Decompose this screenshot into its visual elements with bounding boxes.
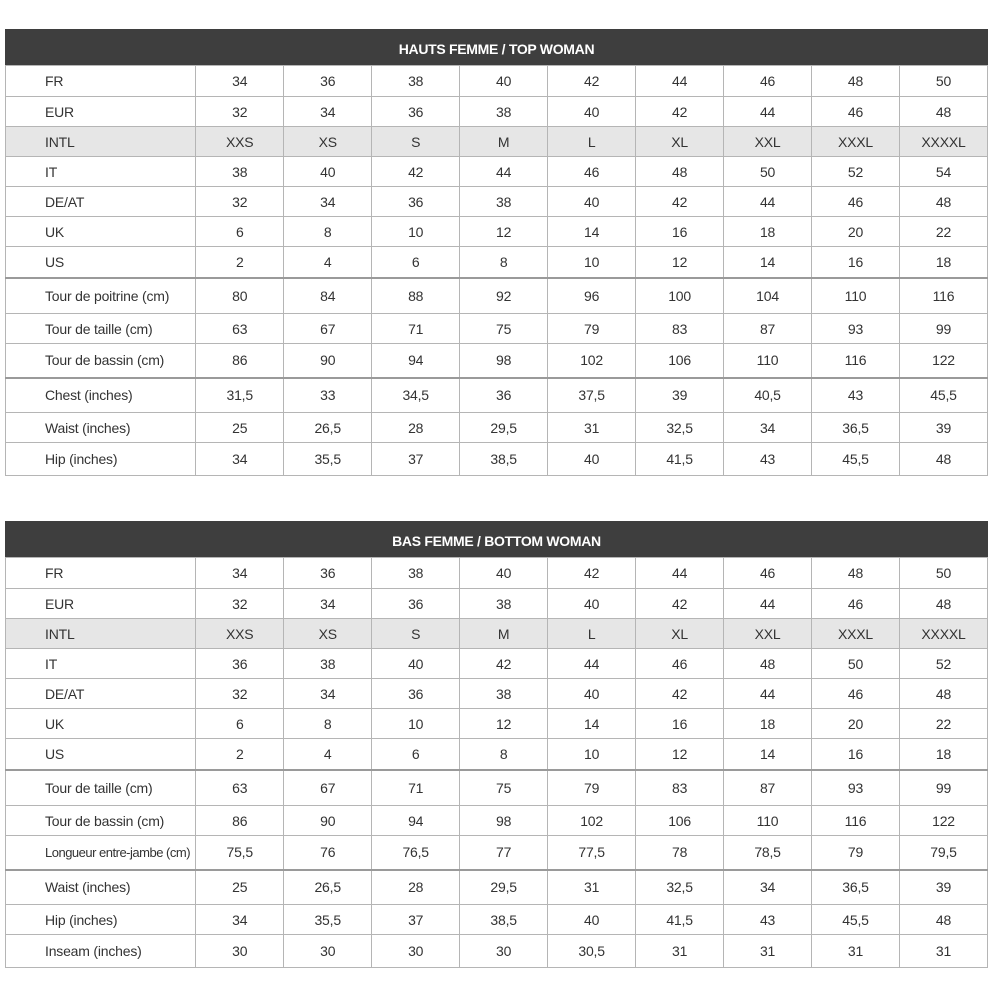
size-cell: 34: [196, 443, 284, 476]
row-label: IT: [6, 649, 196, 679]
size-cell: 83: [636, 770, 724, 806]
size-cell: 6: [196, 217, 284, 247]
size-cell: 48: [812, 558, 900, 589]
size-cell: 99: [900, 314, 988, 344]
size-cell: 79: [548, 770, 636, 806]
size-cell: 31: [900, 935, 988, 968]
size-cell: 76,5: [372, 836, 460, 870]
size-cell: 44: [724, 589, 812, 619]
size-cell: 42: [636, 679, 724, 709]
size-cell: 98: [460, 806, 548, 836]
size-cell: 34: [284, 97, 372, 127]
size-cell: 38: [372, 66, 460, 97]
size-cell: 48: [900, 443, 988, 476]
size-cell: 75,5: [196, 836, 284, 870]
size-cell: 50: [900, 66, 988, 97]
row-label: Tour de bassin (cm): [6, 344, 196, 378]
size-cell: 46: [636, 649, 724, 679]
size-cell: 48: [724, 649, 812, 679]
row-label: UK: [6, 217, 196, 247]
size-row: [6, 97, 988, 127]
size-cell: XXXXL: [900, 619, 988, 649]
row-label: Tour de taille (cm): [6, 770, 196, 806]
size-cell: XXXL: [812, 619, 900, 649]
size-cell: XL: [636, 619, 724, 649]
row-label: EUR: [6, 97, 196, 127]
size-cell: 40: [284, 157, 372, 187]
row-label: EUR: [6, 589, 196, 619]
size-cell: 79: [548, 314, 636, 344]
size-cell: 43: [724, 905, 812, 935]
size-cell: 40: [548, 589, 636, 619]
size-cell: 14: [548, 709, 636, 739]
row-label: IT: [6, 157, 196, 187]
size-cell: 16: [636, 217, 724, 247]
size-cell: 30: [196, 935, 284, 968]
size-cell: 39: [636, 378, 724, 413]
size-cell: 37: [372, 443, 460, 476]
row-label: UK: [6, 709, 196, 739]
size-cell: 34,5: [372, 378, 460, 413]
size-cell: 36,5: [812, 413, 900, 443]
size-cell: 18: [724, 709, 812, 739]
row-label: Inseam (inches): [6, 935, 196, 968]
size-cell: 44: [460, 157, 548, 187]
size-cell: 22: [900, 217, 988, 247]
row-label: Hip (inches): [6, 443, 196, 476]
size-cell: 22: [900, 709, 988, 739]
size-cell: 42: [636, 187, 724, 217]
size-cell: 44: [724, 679, 812, 709]
size-row: [6, 679, 988, 709]
size-row: [6, 836, 988, 870]
size-cell: 10: [548, 739, 636, 770]
size-cell: L: [548, 619, 636, 649]
size-cell: 35,5: [284, 905, 372, 935]
size-cell: 42: [636, 97, 724, 127]
table-title: BAS FEMME / BOTTOM WOMAN: [5, 521, 988, 557]
table-body: [6, 66, 988, 476]
row-label: DE/AT: [6, 679, 196, 709]
size-cell: 37,5: [548, 378, 636, 413]
size-cell: 67: [284, 770, 372, 806]
size-cell: 122: [900, 344, 988, 378]
size-cell: 16: [812, 247, 900, 278]
size-cell: 34: [196, 66, 284, 97]
size-cell: 31: [812, 935, 900, 968]
size-cell: XS: [284, 619, 372, 649]
size-cell: 78,5: [724, 836, 812, 870]
size-cell: 12: [460, 217, 548, 247]
size-cell: 34: [724, 870, 812, 905]
size-cell: 29,5: [460, 413, 548, 443]
size-cell: 40: [548, 443, 636, 476]
size-cell: 42: [548, 66, 636, 97]
size-cell: 77,5: [548, 836, 636, 870]
row-label: Waist (inches): [6, 413, 196, 443]
size-cell: 46: [812, 589, 900, 619]
size-cell: 36: [372, 187, 460, 217]
size-cell: XXS: [196, 619, 284, 649]
size-cell: 10: [372, 217, 460, 247]
size-cell: XL: [636, 127, 724, 157]
size-cell: 46: [724, 66, 812, 97]
size-cell: 93: [812, 770, 900, 806]
size-cell: 52: [812, 157, 900, 187]
bottom-woman-size-table: [5, 521, 988, 968]
size-row: [6, 558, 988, 589]
size-cell: XXS: [196, 127, 284, 157]
size-cell: 45,5: [900, 378, 988, 413]
size-cell: 44: [548, 649, 636, 679]
size-cell: 6: [372, 739, 460, 770]
size-cell: 46: [812, 97, 900, 127]
size-cell: 40: [548, 905, 636, 935]
size-cell: 106: [636, 806, 724, 836]
size-cell: 31: [548, 413, 636, 443]
size-cell: XXL: [724, 619, 812, 649]
size-cell: 67: [284, 314, 372, 344]
size-cell: 38: [460, 589, 548, 619]
size-cell: 40: [460, 558, 548, 589]
size-cell: 50: [724, 157, 812, 187]
size-row: [6, 935, 988, 968]
row-label: FR: [6, 558, 196, 589]
row-label: FR: [6, 66, 196, 97]
size-cell: 75: [460, 770, 548, 806]
size-cell: 40: [548, 679, 636, 709]
size-cell: 14: [724, 247, 812, 278]
size-cell: 40: [548, 187, 636, 217]
size-cell: 79: [812, 836, 900, 870]
size-row: [6, 443, 988, 476]
size-cell: 6: [196, 709, 284, 739]
size-cell: 39: [900, 413, 988, 443]
row-label: DE/AT: [6, 187, 196, 217]
size-cell: 44: [724, 187, 812, 217]
row-label: Hip (inches): [6, 905, 196, 935]
size-cell: 94: [372, 344, 460, 378]
size-cell: 36: [372, 97, 460, 127]
row-label: Waist (inches): [6, 870, 196, 905]
size-cell: 40: [460, 66, 548, 97]
size-cell: 39: [900, 870, 988, 905]
row-label: Tour de poitrine (cm): [6, 278, 196, 314]
size-cell: 43: [724, 443, 812, 476]
size-cell: XS: [284, 127, 372, 157]
size-cell: 87: [724, 314, 812, 344]
size-cell: 42: [460, 649, 548, 679]
size-cell: 28: [372, 870, 460, 905]
size-cell: 46: [724, 558, 812, 589]
size-cell: 20: [812, 217, 900, 247]
size-row: [6, 378, 988, 413]
size-cell: 83: [636, 314, 724, 344]
size-cell: 90: [284, 344, 372, 378]
size-cell: 86: [196, 344, 284, 378]
size-cell: 32: [196, 187, 284, 217]
size-cell: 40: [548, 97, 636, 127]
size-row: [6, 344, 988, 378]
size-cell: 104: [724, 278, 812, 314]
size-cell: 38: [460, 679, 548, 709]
size-cell: 32,5: [636, 870, 724, 905]
size-row: [6, 649, 988, 679]
size-cell: 92: [460, 278, 548, 314]
size-cell: 2: [196, 247, 284, 278]
size-cell: 36: [372, 589, 460, 619]
size-cell: 34: [196, 905, 284, 935]
size-cell: 45,5: [812, 905, 900, 935]
size-cell: M: [460, 619, 548, 649]
size-row: [6, 278, 988, 314]
size-cell: S: [372, 619, 460, 649]
size-cell: 48: [900, 589, 988, 619]
size-cell: 34: [724, 413, 812, 443]
size-cell: 48: [900, 679, 988, 709]
size-cell: 40,5: [724, 378, 812, 413]
size-row: [6, 619, 988, 649]
size-cell: 46: [812, 679, 900, 709]
size-cell: 38: [196, 157, 284, 187]
size-cell: 77: [460, 836, 548, 870]
size-cell: 71: [372, 314, 460, 344]
size-cell: 48: [812, 66, 900, 97]
size-cell: 63: [196, 314, 284, 344]
size-cell: 63: [196, 770, 284, 806]
size-cell: 31: [548, 870, 636, 905]
size-cell: 26,5: [284, 413, 372, 443]
size-cell: 44: [636, 558, 724, 589]
table-body: [6, 558, 988, 968]
size-cell: 41,5: [636, 443, 724, 476]
size-cell: M: [460, 127, 548, 157]
size-cell: 34: [284, 187, 372, 217]
size-row: [6, 709, 988, 739]
size-row: [6, 247, 988, 278]
size-cell: 36,5: [812, 870, 900, 905]
size-cell: XXL: [724, 127, 812, 157]
size-cell: 29,5: [460, 870, 548, 905]
size-cell: 122: [900, 806, 988, 836]
size-cell: 78: [636, 836, 724, 870]
size-cell: 37: [372, 905, 460, 935]
size-row: [6, 157, 988, 187]
size-cell: 14: [724, 739, 812, 770]
size-cell: 12: [636, 739, 724, 770]
size-cell: 75: [460, 314, 548, 344]
size-cell: 88: [372, 278, 460, 314]
size-cell: 25: [196, 413, 284, 443]
size-cell: 18: [724, 217, 812, 247]
size-cell: 34: [284, 589, 372, 619]
row-label: Tour de taille (cm): [6, 314, 196, 344]
size-cell: 31: [724, 935, 812, 968]
size-cell: 84: [284, 278, 372, 314]
size-cell: XXXL: [812, 127, 900, 157]
size-cell: 86: [196, 806, 284, 836]
size-cell: 12: [460, 709, 548, 739]
size-cell: 50: [900, 558, 988, 589]
size-cell: 8: [284, 709, 372, 739]
size-cell: 38,5: [460, 443, 548, 476]
size-row: [6, 127, 988, 157]
size-cell: 26,5: [284, 870, 372, 905]
size-cell: 2: [196, 739, 284, 770]
size-cell: 14: [548, 217, 636, 247]
size-cell: 106: [636, 344, 724, 378]
size-cell: 6: [372, 247, 460, 278]
size-cell: 38: [284, 649, 372, 679]
size-cell: 110: [812, 278, 900, 314]
size-cell: 96: [548, 278, 636, 314]
size-cell: 87: [724, 770, 812, 806]
row-label: US: [6, 247, 196, 278]
size-cell: 45,5: [812, 443, 900, 476]
row-label: US: [6, 739, 196, 770]
size-row: [6, 217, 988, 247]
size-cell: 38: [460, 187, 548, 217]
size-cell: 42: [548, 558, 636, 589]
size-cell: 110: [724, 344, 812, 378]
size-cell: 43: [812, 378, 900, 413]
size-cell: 42: [636, 589, 724, 619]
size-cell: 116: [900, 278, 988, 314]
size-cell: 99: [900, 770, 988, 806]
size-cell: 44: [724, 97, 812, 127]
size-cell: 10: [372, 709, 460, 739]
size-row: [6, 413, 988, 443]
size-cell: 100: [636, 278, 724, 314]
size-cell: 8: [284, 217, 372, 247]
size-cell: 44: [636, 66, 724, 97]
size-cell: 30: [284, 935, 372, 968]
size-cell: 71: [372, 770, 460, 806]
size-cell: 30: [460, 935, 548, 968]
row-label: INTL: [6, 127, 196, 157]
size-cell: 4: [284, 247, 372, 278]
size-cell: 16: [636, 709, 724, 739]
size-row: [6, 187, 988, 217]
table-title: HAUTS FEMME / TOP WOMAN: [5, 29, 988, 65]
size-cell: 36: [284, 66, 372, 97]
size-row: [6, 589, 988, 619]
size-cell: 36: [196, 649, 284, 679]
size-cell: 102: [548, 806, 636, 836]
size-cell: 48: [900, 187, 988, 217]
size-cell: 110: [724, 806, 812, 836]
size-cell: 48: [900, 905, 988, 935]
size-cell: 54: [900, 157, 988, 187]
size-cell: 50: [812, 649, 900, 679]
size-cell: 98: [460, 344, 548, 378]
row-label: Tour de bassin (cm): [6, 806, 196, 836]
size-cell: 116: [812, 806, 900, 836]
size-cell: 34: [284, 679, 372, 709]
size-cell: 38,5: [460, 905, 548, 935]
size-cell: 20: [812, 709, 900, 739]
size-cell: 16: [812, 739, 900, 770]
size-cell: 18: [900, 247, 988, 278]
size-cell: 8: [460, 247, 548, 278]
size-cell: 36: [460, 378, 548, 413]
size-cell: 40: [372, 649, 460, 679]
size-cell: 93: [812, 314, 900, 344]
size-row: [6, 806, 988, 836]
size-cell: 30: [372, 935, 460, 968]
size-cell: 4: [284, 739, 372, 770]
size-row: [6, 905, 988, 935]
size-row: [6, 739, 988, 770]
size-cell: 8: [460, 739, 548, 770]
size-cell: 12: [636, 247, 724, 278]
size-cell: 52: [900, 649, 988, 679]
size-cell: 48: [636, 157, 724, 187]
size-cell: 32: [196, 679, 284, 709]
size-cell: 10: [548, 247, 636, 278]
size-cell: 80: [196, 278, 284, 314]
size-cell: 36: [284, 558, 372, 589]
size-row: [6, 66, 988, 97]
size-cell: 32,5: [636, 413, 724, 443]
size-cell: 36: [372, 679, 460, 709]
size-row: [6, 870, 988, 905]
size-row: [6, 314, 988, 344]
row-label: Chest (inches): [6, 378, 196, 413]
top-woman-size-table: [5, 29, 988, 476]
size-row: [6, 770, 988, 806]
size-cell: XXXXL: [900, 127, 988, 157]
size-cell: 48: [900, 97, 988, 127]
size-cell: 34: [196, 558, 284, 589]
size-cell: 46: [812, 187, 900, 217]
size-cell: 38: [460, 97, 548, 127]
size-cell: 25: [196, 870, 284, 905]
size-cell: 35,5: [284, 443, 372, 476]
size-cell: L: [548, 127, 636, 157]
row-label: Longueur entre-jambe (cm): [6, 836, 196, 870]
size-cell: 79,5: [900, 836, 988, 870]
size-cell: 32: [196, 97, 284, 127]
size-cell: 31: [636, 935, 724, 968]
size-cell: 33: [284, 378, 372, 413]
size-cell: 94: [372, 806, 460, 836]
size-cell: 42: [372, 157, 460, 187]
row-label: INTL: [6, 619, 196, 649]
size-cell: 30,5: [548, 935, 636, 968]
size-cell: 28: [372, 413, 460, 443]
size-cell: 116: [812, 344, 900, 378]
size-cell: 38: [372, 558, 460, 589]
size-cell: 90: [284, 806, 372, 836]
size-cell: 76: [284, 836, 372, 870]
size-cell: 46: [548, 157, 636, 187]
size-cell: 102: [548, 344, 636, 378]
size-cell: S: [372, 127, 460, 157]
size-cell: 32: [196, 589, 284, 619]
size-cell: 41,5: [636, 905, 724, 935]
size-cell: 18: [900, 739, 988, 770]
size-cell: 31,5: [196, 378, 284, 413]
